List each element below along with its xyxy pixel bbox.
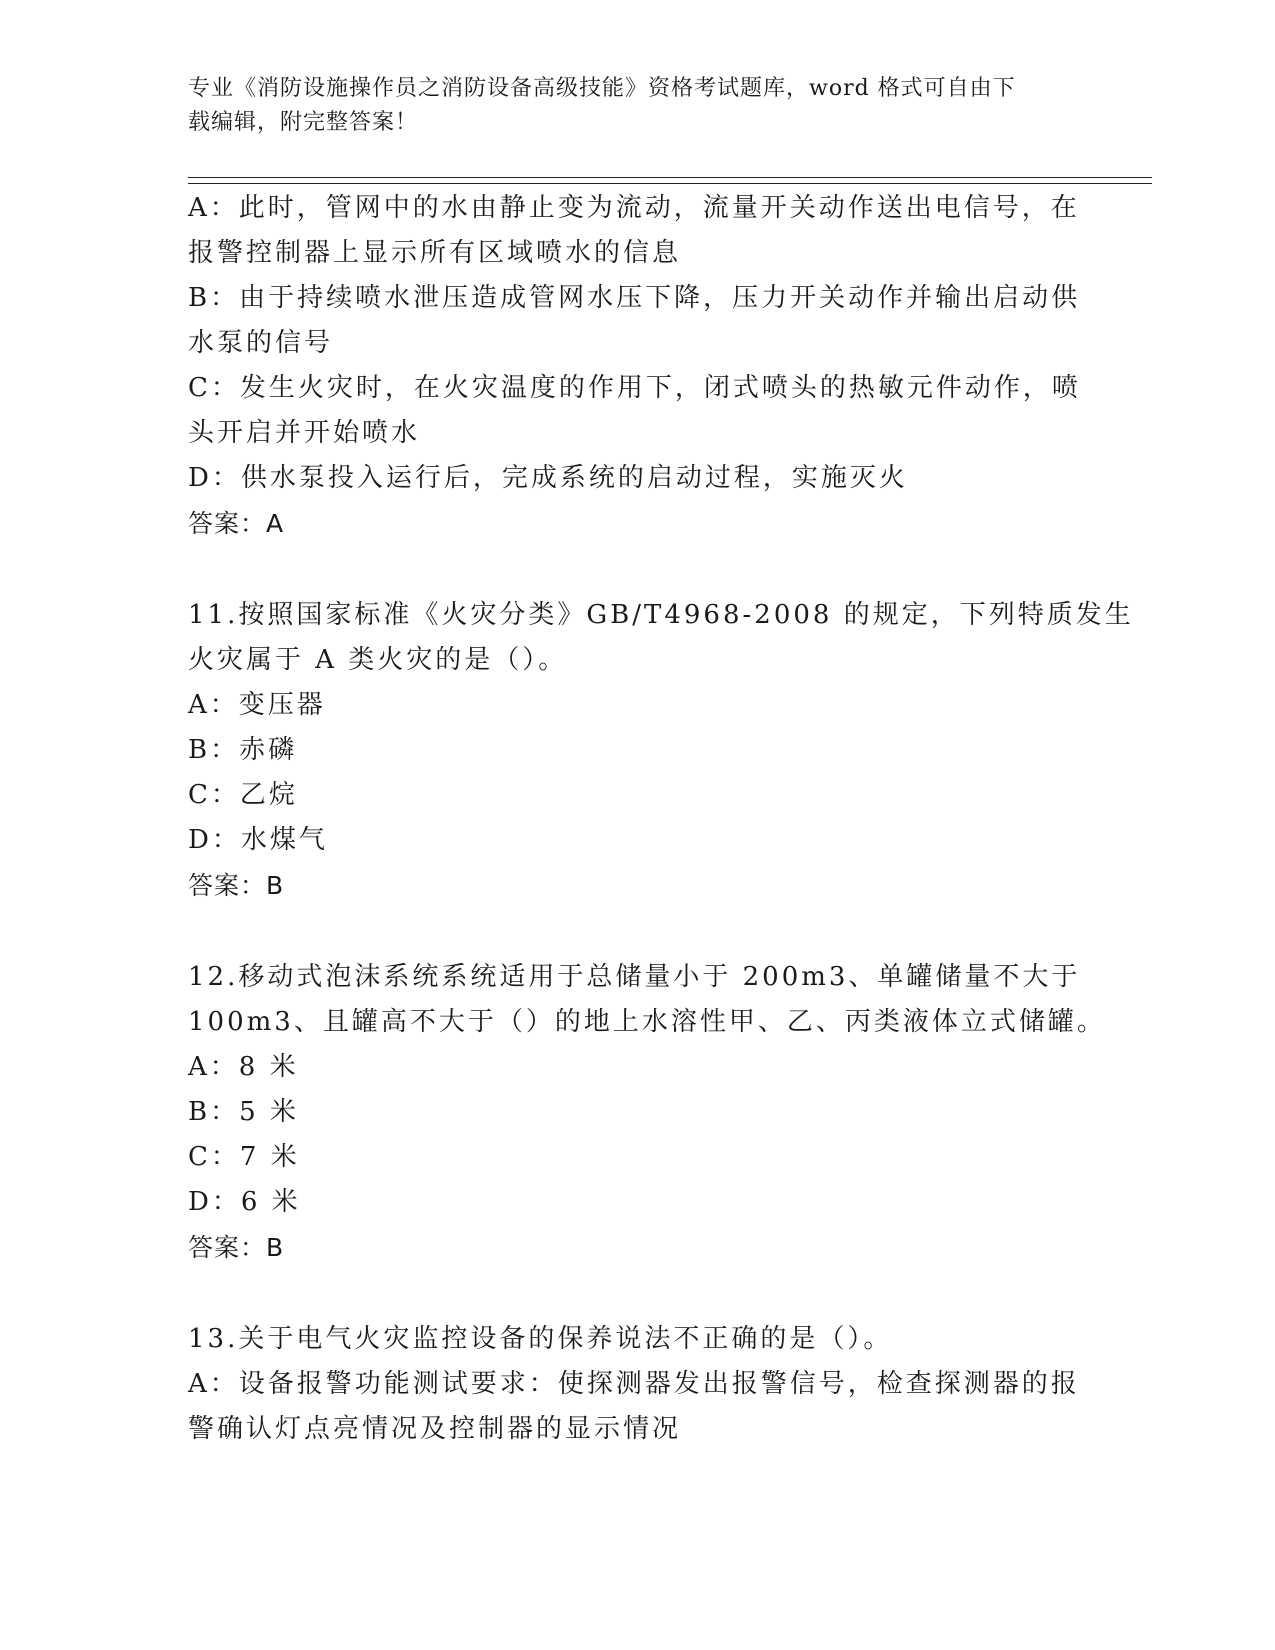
q11-option-a: A：变压器: [188, 690, 326, 720]
question-10-block: [188, 186, 1088, 546]
question-11-block: [188, 593, 1134, 908]
question-13-block: [188, 1317, 1088, 1452]
header-title-line-1: 专业《消防设施操作员之消防设备高级技能》资格考试题库，word 格式可自由下: [188, 76, 1016, 101]
q12-answer: 答案：B: [188, 1233, 285, 1262]
q10-option-a-line-2: 报警控制器上显示所有区域喷水的信息: [188, 238, 682, 268]
q11-stem-line-2: 火灾属于 A 类火灾的是（）。: [188, 645, 568, 675]
q10-answer: 答案：A: [188, 509, 285, 538]
q12-option-b: B：5 米: [188, 1097, 299, 1127]
document-header: [188, 72, 1068, 140]
q11-answer: 答案：B: [188, 871, 285, 900]
q12-stem-line-1: 12.移动式泡沫系统系统适用于总储量小于 200m3、单罐储量不大于: [188, 962, 1081, 992]
q13-option-a-line-2: 警确认灯点亮情况及控制器的显示情况: [188, 1414, 682, 1444]
q13-stem: 13.关于电气火灾监控设备的保养说法不正确的是（）。: [188, 1324, 893, 1354]
question-list: [188, 186, 1134, 1452]
header-divider-top: [188, 177, 1152, 178]
q11-option-b: B：赤磷: [188, 735, 298, 765]
header-divider-bottom: [188, 183, 1152, 184]
q11-option-d: D：水煤气: [188, 825, 328, 855]
q10-option-c-line-2: 头开启并开始喷水: [188, 418, 421, 448]
q10-option-d: D：供水泵投入运行后，完成系统的启动过程，实施灭火: [188, 463, 908, 493]
q10-option-c-line-1: C：发生火灾时，在火灾温度的作用下，闭式喷头的热敏元件动作，喷: [188, 373, 1081, 403]
header-title-line-2: 载编辑，附完整答案！: [188, 110, 419, 135]
question-12-block: [188, 955, 1106, 1270]
q12-stem-line-2: 100m3、且罐高不大于（）的地上水溶性甲、乙、丙类液体立式储罐。: [188, 1007, 1106, 1037]
q12-option-c: C：7 米: [188, 1142, 300, 1172]
spacer: [188, 1270, 1088, 1317]
q12-option-d: D：6 米: [188, 1187, 301, 1217]
spacer: [188, 546, 1088, 593]
q10-option-b-line-2: 水泵的信号: [188, 328, 334, 358]
q10-option-b-line-1: B：由于持续喷水泄压造成管网水压下降，压力开关动作并输出启动供: [188, 283, 1081, 313]
q11-option-c: C：乙烷: [188, 780, 298, 810]
spacer: [188, 908, 1088, 955]
q13-option-a-line-1: A：设备报警功能测试要求：使探测器发出报警信号，检查探测器的报: [188, 1369, 1080, 1399]
q11-stem-line-1: 11.按照国家标准《火灾分类》GB/T4968-2008 的规定，下列特质发生: [188, 600, 1134, 630]
q12-option-a: A：8 米: [188, 1052, 299, 1082]
q10-option-a-line-1: A：此时，管网中的水由静止变为流动，流量开关动作送出电信号，在: [188, 193, 1080, 223]
